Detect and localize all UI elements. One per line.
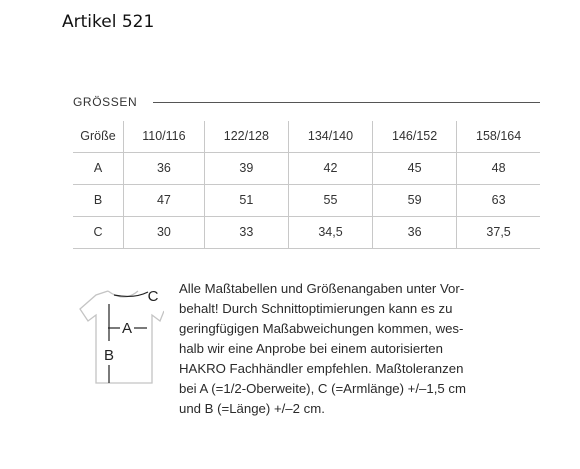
note-line: behalt! Durch Schnittoptimierungen kann es zu <box>179 301 453 316</box>
note-line: Alle Maßtabellen und Größenangaben unter Vor- <box>179 281 465 296</box>
table-cell: 33 <box>204 216 288 248</box>
article-title: Artikel 521 <box>62 12 155 32</box>
section-divider <box>153 102 540 103</box>
label-b: B <box>103 347 115 364</box>
column-header: 146/152 <box>373 121 457 152</box>
table-cell: 59 <box>373 184 457 216</box>
table-cell: 37,5 <box>457 216 540 248</box>
tshirt-measurement-icon <box>72 283 164 389</box>
label-c: C <box>147 288 159 305</box>
table-cell: 36 <box>124 152 205 184</box>
table-cell: 63 <box>457 184 540 216</box>
table-cell: 45 <box>373 152 457 184</box>
column-header: 110/116 <box>124 121 205 152</box>
row-label: C <box>73 216 124 248</box>
table-row <box>73 184 540 216</box>
note-line: HAKRO Fachhändler empfehlen. Maßtoleranzen <box>179 361 464 376</box>
table-cell: 48 <box>457 152 540 184</box>
table-cell: 47 <box>124 184 205 216</box>
measure-line-c <box>114 292 148 296</box>
table-cell: 51 <box>204 184 288 216</box>
size-disclaimer <box>179 279 549 419</box>
note-line: halb wir eine Anprobe bei einem autorisierten <box>179 341 443 356</box>
label-a: A <box>121 320 133 337</box>
table-cell: 39 <box>204 152 288 184</box>
column-header-size: Größe <box>73 121 124 152</box>
table-cell: 42 <box>288 152 372 184</box>
size-table <box>73 121 540 249</box>
row-label: A <box>73 152 124 184</box>
table-cell: 36 <box>373 216 457 248</box>
table-row <box>73 152 540 184</box>
note-line: geringfügigen Maßabweichungen kommen, wes- <box>179 321 464 336</box>
sizes-section-header <box>73 95 540 109</box>
table-header-row <box>73 121 540 152</box>
sizes-section-label: GRÖSSEN <box>73 95 138 109</box>
table-row <box>73 216 540 248</box>
note-line: bei A (=1/2-Oberweite), C (=Armlänge) +/–1,5 cm <box>179 381 466 396</box>
table-cell: 55 <box>288 184 372 216</box>
column-header: 134/140 <box>288 121 372 152</box>
column-header: 122/128 <box>204 121 288 152</box>
note-line: und B (=Länge) +/–2 cm. <box>179 401 325 416</box>
table-cell: 30 <box>124 216 205 248</box>
row-label: B <box>73 184 124 216</box>
table-cell: 34,5 <box>288 216 372 248</box>
column-header: 158/164 <box>457 121 540 152</box>
